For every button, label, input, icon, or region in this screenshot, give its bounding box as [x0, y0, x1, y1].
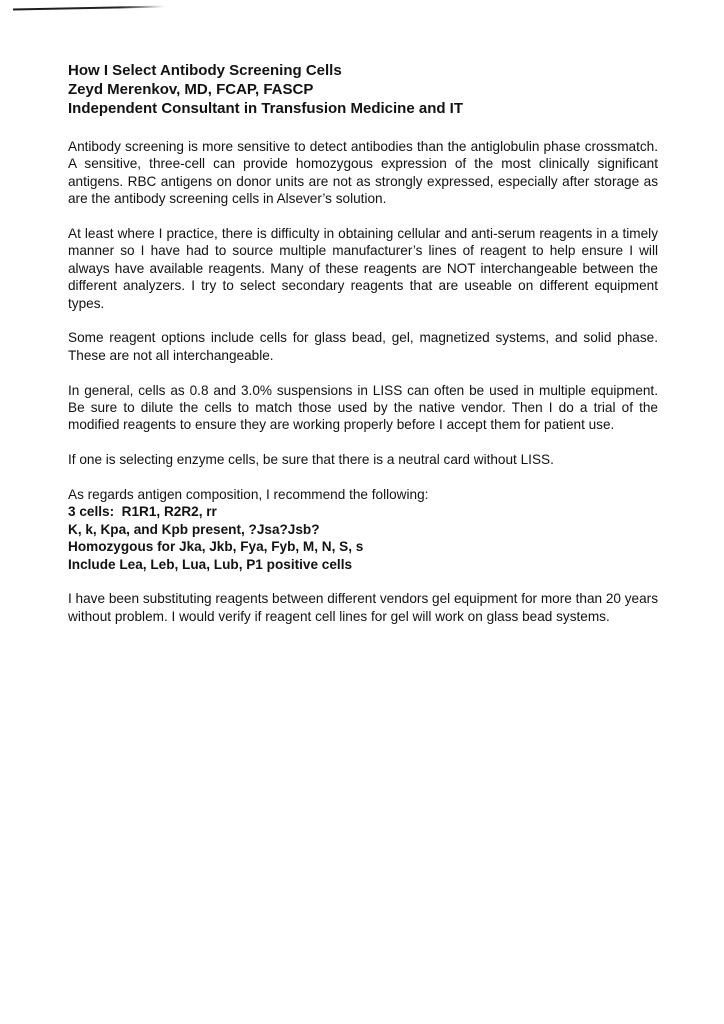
scan-artifact-line [13, 6, 165, 11]
paragraph-reagent-options: Some reagent options include cells for glass bead, gel, magnetized systems, and solid phase. These are not all interchangeable. [68, 330, 658, 363]
document-title: How I Select Antibody Screening Cells [68, 62, 342, 79]
author-line: Zeyd Merenkov, MD, FCAP, FASCP [68, 81, 314, 98]
paragraph-antibody-screening: Antibody screening is more sensitive to detect antibodies than the antiglobulin phase crossmatch. A sensitive, three-cell can provide homozygous expression of the most clinically significant antigens. RBC antigens on donor units are not as strongly expressed, especially after storage as are the antibody screening cells in Alsever’s solution. [68, 139, 658, 207]
recommendations-intro: As regards antigen composition, I recommend the following: [68, 487, 429, 503]
antigen-recommendations [68, 486, 658, 573]
recommendation-item: Homozygous for Jka, Jkb, Fya, Fyb, M, N, S, s [68, 539, 364, 555]
affiliation-line: Independent Consultant in Transfusion Medicine and IT [68, 100, 464, 117]
recommendation-item: Include Lea, Leb, Lua, Lub, P1 positive cells [68, 556, 353, 572]
paragraph-reagent-sourcing: At least where I practice, there is difficulty in obtaining cellular and anti-serum reagents in a timely manner so I have had to source multiple manufacturer’s lines of reagent to help ensure I will always have available reagents. Many of these reagents are NOT interchangeable between the different analyzers. I try to select secondary reagents that are useable on different equipment types. [68, 226, 658, 311]
paragraph-suspensions: In general, cells as 0.8 and 3.0% suspensions in LISS can often be used in multiple equipment. Be sure to dilute the cells to match those used by the native vendor. Then I do a trial of the modified reagents to ensure they are working properly before I accept them for patient use. [68, 382, 658, 433]
closing-paragraph: I have been substituting reagents between different vendors gel equipment for more than 20 years without problem. I would verify if reagent cell lines for gel will work on glass bead systems. [68, 591, 658, 624]
document-content [68, 61, 658, 625]
paragraph-enzyme-cells: If one is selecting enzyme cells, be sure that there is a neutral card without LISS. [68, 452, 554, 468]
recommendation-item: K, k, Kpa, and Kpb present, ?Jsa?Jsb? [68, 521, 320, 537]
document-header [68, 61, 658, 118]
recommendation-item: 3 cells: R1R1, R2R2, rr [68, 504, 217, 520]
document-body [68, 138, 658, 625]
